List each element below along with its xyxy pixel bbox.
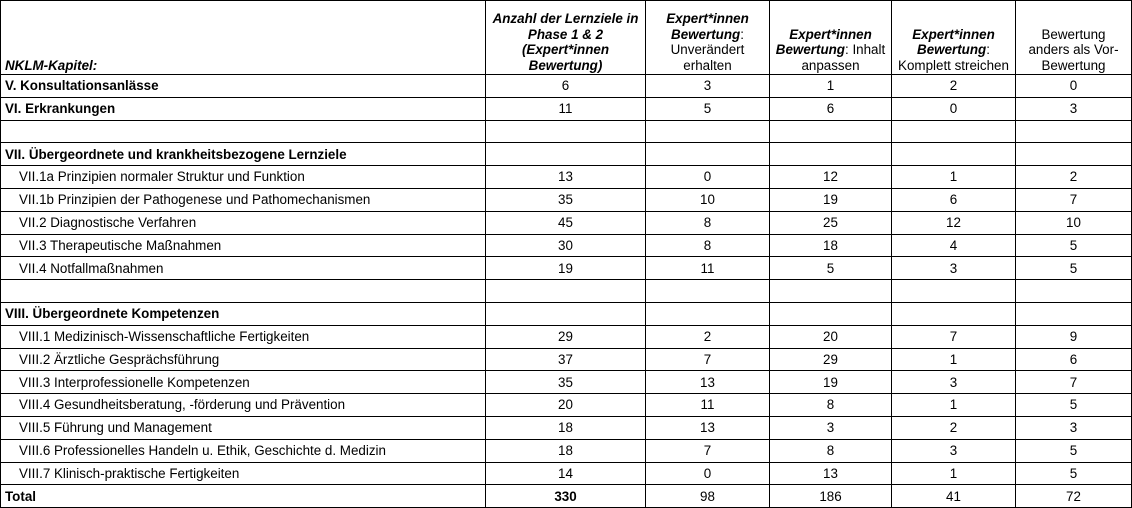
total-adjust: 186	[770, 485, 892, 508]
table-row	[1, 416, 1132, 439]
cell-delete: 1	[892, 394, 1016, 417]
cell-different: 2	[1016, 166, 1132, 189]
total-different: 72	[1016, 485, 1132, 508]
cell-adjust: 12	[770, 166, 892, 189]
row-label	[1, 280, 486, 303]
header-adjust	[770, 1, 892, 75]
cell-delete	[892, 120, 1016, 143]
cell-adjust: 8	[770, 394, 892, 417]
row-label: VIII.2 Ärztliche Gesprächsführung	[1, 348, 486, 371]
cell-adjust: 19	[770, 188, 892, 211]
cell-unchanged: 0	[646, 462, 770, 485]
header-row	[1, 1, 1132, 75]
header-unchanged	[646, 1, 770, 75]
table-row	[1, 394, 1132, 417]
header-delete-rest: : Komplett streichen	[898, 42, 1009, 73]
cell-delete: 2	[892, 75, 1016, 98]
header-chapter: NKLM-Kapitel:	[1, 1, 486, 75]
table-row	[1, 143, 1132, 166]
cell-count	[486, 143, 646, 166]
header-delete	[892, 1, 1016, 75]
cell-count: 18	[486, 416, 646, 439]
header-unchanged-bold: Expert*innen Bewertung	[666, 11, 749, 42]
cell-different: 5	[1016, 257, 1132, 280]
cell-delete	[892, 143, 1016, 166]
cell-delete: 2	[892, 416, 1016, 439]
row-label: VII.4 Notfallmaßnahmen	[1, 257, 486, 280]
cell-adjust: 19	[770, 371, 892, 394]
cell-unchanged: 13	[646, 371, 770, 394]
cell-different	[1016, 302, 1132, 325]
cell-unchanged: 10	[646, 188, 770, 211]
cell-adjust: 18	[770, 234, 892, 257]
cell-delete: 1	[892, 166, 1016, 189]
row-label: VIII.1 Medizinisch-Wissenschaftliche Fertigkeiten	[1, 325, 486, 348]
cell-different: 7	[1016, 188, 1132, 211]
cell-count: 37	[486, 348, 646, 371]
cell-delete: 7	[892, 325, 1016, 348]
cell-count: 45	[486, 211, 646, 234]
table-row	[1, 302, 1132, 325]
cell-adjust	[770, 302, 892, 325]
cell-adjust: 6	[770, 97, 892, 120]
cell-unchanged: 7	[646, 348, 770, 371]
table-row	[1, 348, 1132, 371]
cell-different: 9	[1016, 325, 1132, 348]
cell-adjust	[770, 120, 892, 143]
cell-different: 7	[1016, 371, 1132, 394]
cell-count	[486, 280, 646, 303]
table-row	[1, 166, 1132, 189]
cell-delete: 1	[892, 348, 1016, 371]
cell-unchanged: 11	[646, 257, 770, 280]
cell-different: 5	[1016, 439, 1132, 462]
row-label: VIII.3 Interprofessionelle Kompetenzen	[1, 371, 486, 394]
cell-count: 11	[486, 97, 646, 120]
row-label: VIII.6 Professionelles Handeln u. Ethik, Geschichte d. Medizin	[1, 439, 486, 462]
cell-unchanged: 8	[646, 211, 770, 234]
table-row	[1, 97, 1132, 120]
cell-count	[486, 120, 646, 143]
cell-delete: 0	[892, 97, 1016, 120]
cell-unchanged: 8	[646, 234, 770, 257]
cell-unchanged	[646, 120, 770, 143]
total-row	[1, 485, 1132, 508]
header-unchanged-rest: : Unverändert erhalten	[670, 26, 745, 73]
cell-unchanged: 13	[646, 416, 770, 439]
cell-adjust: 8	[770, 439, 892, 462]
total-label: Total	[1, 485, 486, 508]
row-label: VII.1b Prinzipien der Pathogenese und Pathomechanismen	[1, 188, 486, 211]
table-row	[1, 462, 1132, 485]
cell-unchanged: 0	[646, 166, 770, 189]
cell-adjust	[770, 143, 892, 166]
table-row	[1, 234, 1132, 257]
cell-count: 20	[486, 394, 646, 417]
row-label: VIII.5 Führung und Management	[1, 416, 486, 439]
cell-count: 30	[486, 234, 646, 257]
table-row	[1, 371, 1132, 394]
cell-delete: 4	[892, 234, 1016, 257]
total-unchanged: 98	[646, 485, 770, 508]
table-row	[1, 75, 1132, 98]
cell-count: 18	[486, 439, 646, 462]
cell-adjust: 1	[770, 75, 892, 98]
cell-delete: 6	[892, 188, 1016, 211]
row-label: VII.3 Therapeutische Maßnahmen	[1, 234, 486, 257]
cell-delete: 3	[892, 439, 1016, 462]
cell-different: 0	[1016, 75, 1132, 98]
table-row	[1, 211, 1132, 234]
row-label: VIII. Übergeordnete Kompetenzen	[1, 302, 486, 325]
cell-different: 5	[1016, 394, 1132, 417]
cell-adjust: 29	[770, 348, 892, 371]
cell-unchanged: 11	[646, 394, 770, 417]
cell-unchanged	[646, 143, 770, 166]
table-row	[1, 439, 1132, 462]
cell-adjust: 25	[770, 211, 892, 234]
cell-count: 35	[486, 188, 646, 211]
blank-row	[1, 120, 1132, 143]
table-row	[1, 257, 1132, 280]
cell-unchanged	[646, 280, 770, 303]
row-label: VIII.4 Gesundheitsberatung, -förderung und Prävention	[1, 394, 486, 417]
total-delete: 41	[892, 485, 1016, 508]
table-row	[1, 188, 1132, 211]
table-row	[1, 325, 1132, 348]
cell-different: 3	[1016, 416, 1132, 439]
cell-count: 14	[486, 462, 646, 485]
row-label: VI. Erkrankungen	[1, 97, 486, 120]
row-label: VII.2 Diagnostische Verfahren	[1, 211, 486, 234]
cell-count: 29	[486, 325, 646, 348]
cell-delete: 1	[892, 462, 1016, 485]
header-adjust-bold: Expert*innen Bewertung	[775, 26, 872, 58]
cell-adjust: 3	[770, 416, 892, 439]
cell-unchanged: 2	[646, 325, 770, 348]
cell-delete	[892, 302, 1016, 325]
cell-different: 10	[1016, 211, 1132, 234]
row-label: V. Konsultationsanlässe	[1, 75, 486, 98]
header-different-rest: Bewertung anders als Vor-Bewertung	[1028, 26, 1119, 73]
blank-row	[1, 280, 1132, 303]
cell-different	[1016, 120, 1132, 143]
cell-delete: 3	[892, 371, 1016, 394]
header-delete-bold: Expert*innen Bewertung	[912, 26, 995, 58]
cell-delete: 12	[892, 211, 1016, 234]
row-label: VII. Übergeordnete und krankheitsbezogene Lernziele	[1, 143, 486, 166]
header-different	[1016, 1, 1132, 75]
cell-unchanged: 7	[646, 439, 770, 462]
cell-adjust: 13	[770, 462, 892, 485]
row-label: VIII.7 Klinisch-praktische Fertigkeiten	[1, 462, 486, 485]
cell-count	[486, 302, 646, 325]
total-count: 330	[486, 485, 646, 508]
cell-different: 6	[1016, 348, 1132, 371]
cell-delete	[892, 280, 1016, 303]
cell-different: 3	[1016, 97, 1132, 120]
cell-adjust: 20	[770, 325, 892, 348]
header-count-bold: Anzahl der Lernziele in Phase 1 & 2 (Expert*innen Bewertung)	[492, 11, 639, 73]
table-body	[1, 75, 1132, 485]
header-adjust-rest: : Inhalt anpassen	[801, 42, 886, 73]
cell-unchanged	[646, 302, 770, 325]
cell-different	[1016, 143, 1132, 166]
cell-count: 13	[486, 166, 646, 189]
row-label: VII.1a Prinzipien normaler Struktur und Funktion	[1, 166, 486, 189]
cell-adjust	[770, 280, 892, 303]
cell-count: 19	[486, 257, 646, 280]
cell-count: 35	[486, 371, 646, 394]
cell-different: 5	[1016, 234, 1132, 257]
cell-delete: 3	[892, 257, 1016, 280]
cell-unchanged: 5	[646, 97, 770, 120]
cell-unchanged: 3	[646, 75, 770, 98]
cell-different: 5	[1016, 462, 1132, 485]
header-count	[486, 1, 646, 75]
row-label	[1, 120, 486, 143]
cell-different	[1016, 280, 1132, 303]
cell-adjust: 5	[770, 257, 892, 280]
cell-count: 6	[486, 75, 646, 98]
